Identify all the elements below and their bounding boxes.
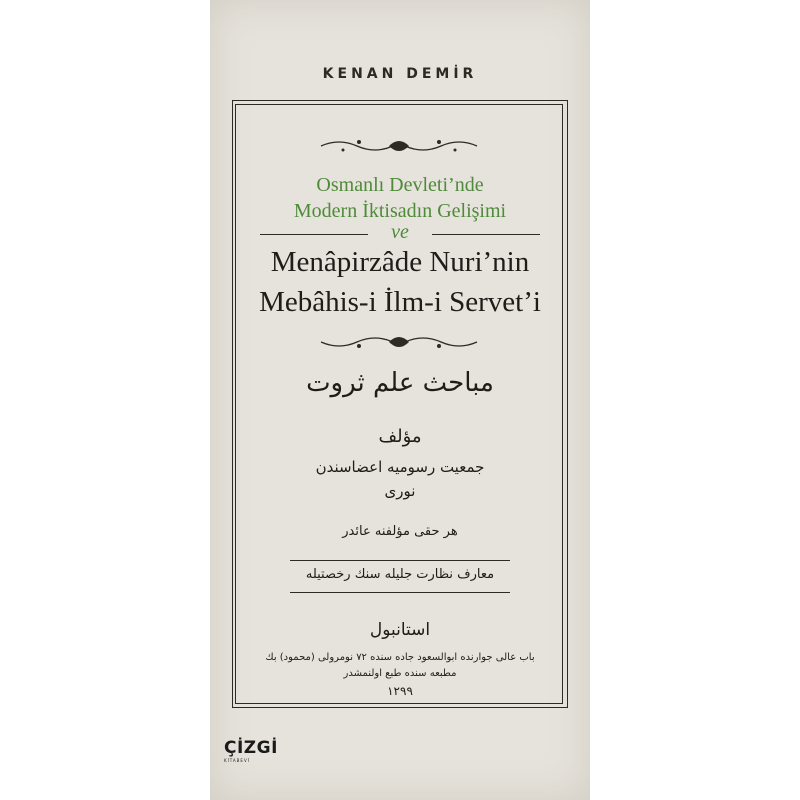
arabic-author-label: مؤلف xyxy=(378,426,422,447)
green-title-line-1: Osmanlı Devleti’nde xyxy=(316,174,484,196)
arabic-year: ١٢٩٩ xyxy=(387,684,413,698)
arabic-society: جمعيت رسوميه اعضاسندن xyxy=(315,458,485,476)
arabic-rights: هر حقی مؤلفنه عائدر xyxy=(342,524,458,539)
ornament-bottom-icon xyxy=(319,330,479,354)
rule-upper xyxy=(290,560,510,561)
connector-row xyxy=(260,221,540,244)
arabic-city: استانبول xyxy=(369,620,431,640)
black-title-line-2: Mebâhis-i İlm-i Servet’i xyxy=(259,286,541,318)
black-title-line-1: Menâpirzâde Nuri’nin xyxy=(270,246,530,278)
arabic-permission: معارف نظارت جليله سنك رخصتيله xyxy=(305,567,495,582)
ornament-top-icon xyxy=(319,134,479,158)
publisher-subtitle: KİTABEVİ xyxy=(224,758,250,763)
connector-word: ve xyxy=(391,221,409,243)
publisher-name: ÇİZGİ xyxy=(224,738,278,758)
book-cover xyxy=(210,0,590,800)
arabic-author-name: نوری xyxy=(384,482,416,500)
arabic-press: مطبعه سنده طبع اولنمشدر xyxy=(343,668,457,679)
rule-lower xyxy=(290,592,510,593)
arabic-title: مباحث علم ثروت xyxy=(306,368,494,398)
author-name: KENAN DEMİR xyxy=(322,66,478,82)
arabic-address: باب عالی جوارنده ابوالسعود جاده سنده ٧٢ نومرولی (محمود) بك xyxy=(265,652,535,663)
green-title-line-2: Modern İktisadın Gelişimi xyxy=(293,200,507,222)
